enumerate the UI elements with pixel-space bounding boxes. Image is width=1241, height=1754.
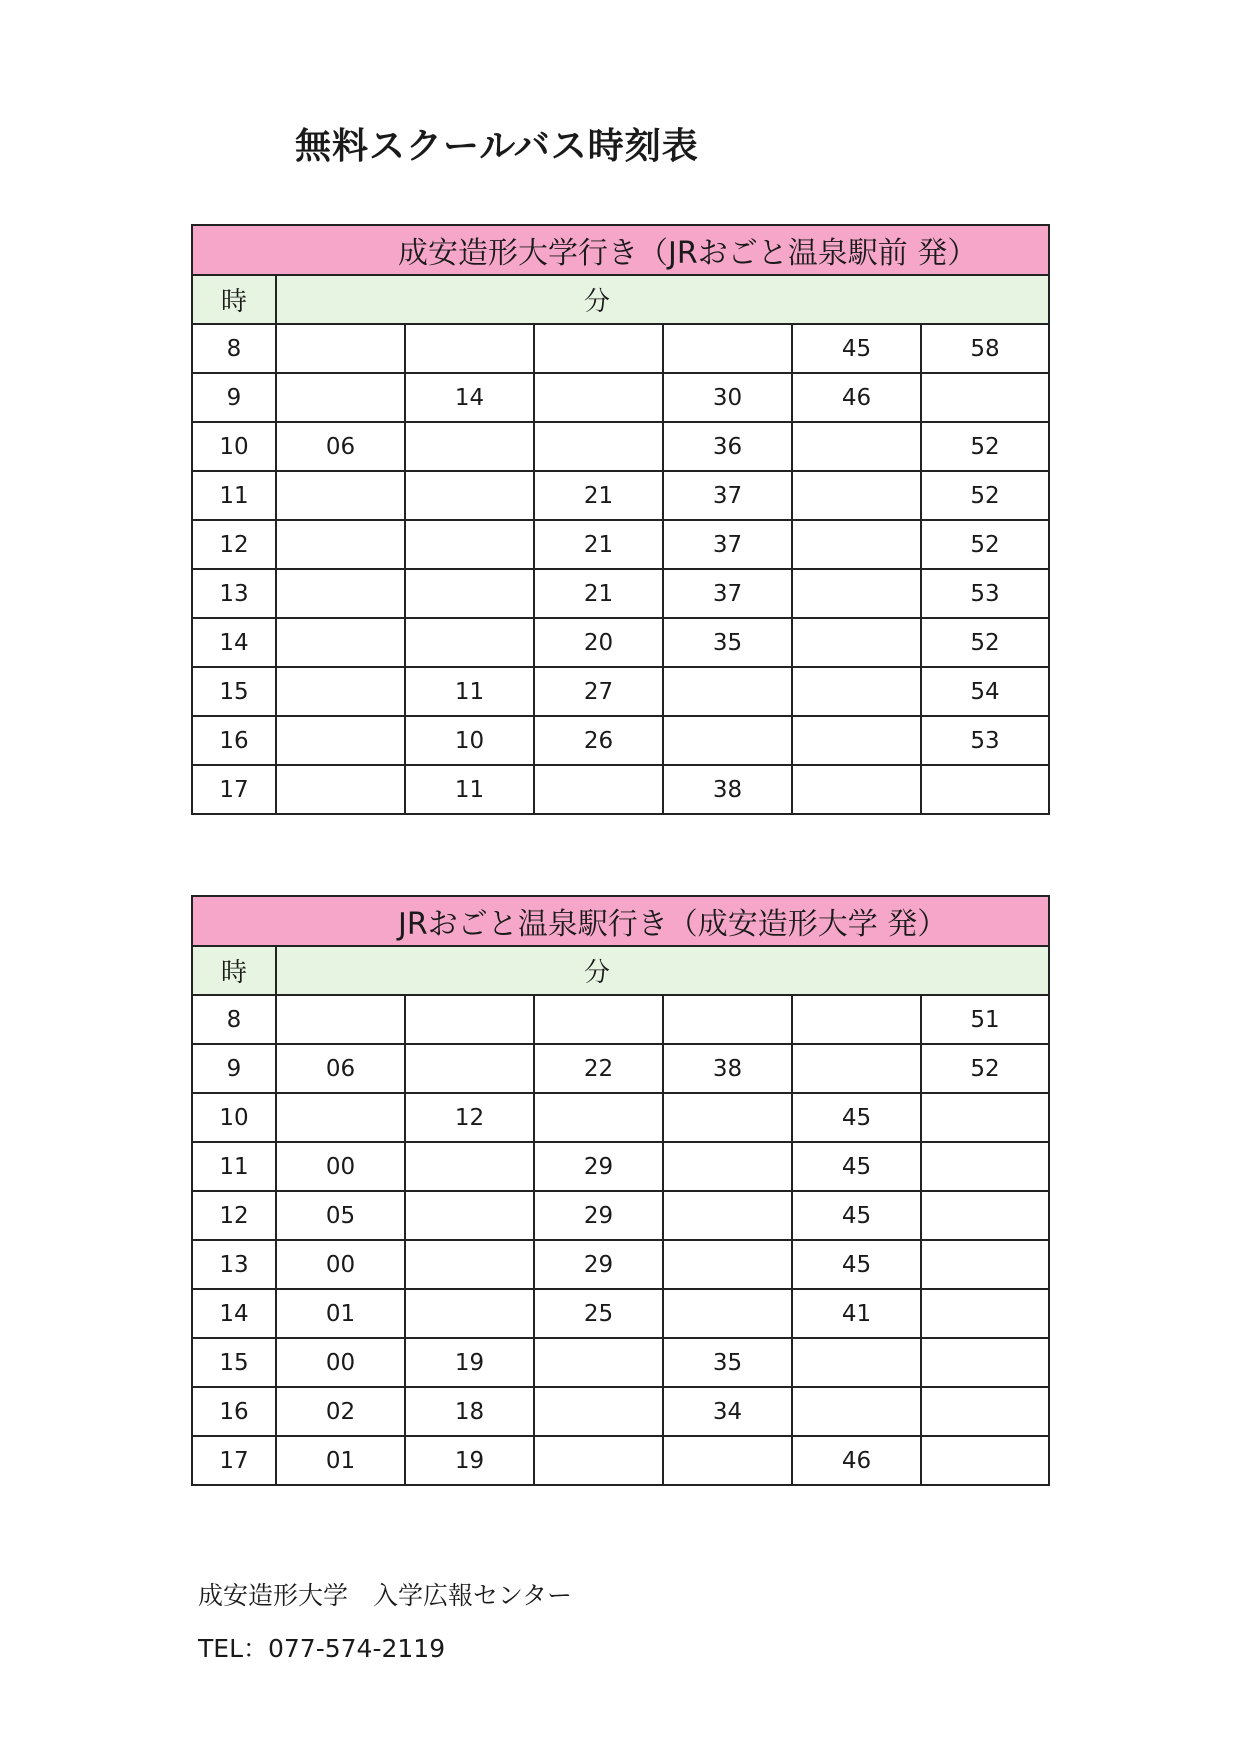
minute-cell bbox=[921, 1436, 1049, 1485]
minute-cell: 29 bbox=[534, 1191, 663, 1240]
minute-cell: 01 bbox=[276, 1436, 405, 1485]
minute-cell: 52 bbox=[921, 1044, 1049, 1093]
hour-cell: 12 bbox=[192, 520, 276, 569]
page-title: 無料スクールバス時刻表 bbox=[295, 126, 699, 167]
minute-cell: 21 bbox=[534, 569, 663, 618]
hour-cell: 8 bbox=[192, 324, 276, 373]
timetable-to-university bbox=[191, 224, 1050, 815]
minute-cell bbox=[921, 1289, 1049, 1338]
minute-cell: 05 bbox=[276, 1191, 405, 1240]
hour-cell: 17 bbox=[192, 765, 276, 814]
table-row bbox=[192, 716, 1049, 765]
minute-cell bbox=[663, 1191, 792, 1240]
minute-cell: 53 bbox=[921, 569, 1049, 618]
minute-cell: 14 bbox=[405, 373, 534, 422]
minute-cell bbox=[921, 1387, 1049, 1436]
minute-cell: 35 bbox=[663, 618, 792, 667]
minute-cell: 45 bbox=[792, 324, 921, 373]
minute-cell bbox=[792, 471, 921, 520]
minute-cell bbox=[405, 1191, 534, 1240]
hour-cell: 16 bbox=[192, 716, 276, 765]
hour-header: 時 bbox=[192, 946, 276, 995]
minute-cell bbox=[405, 569, 534, 618]
table-row bbox=[192, 373, 1049, 422]
minute-cell: 06 bbox=[276, 1044, 405, 1093]
timetable-to-ogoto-onsen-station bbox=[191, 895, 1050, 1486]
minute-cell bbox=[921, 1142, 1049, 1191]
minute-cell: 11 bbox=[405, 667, 534, 716]
hour-cell: 9 bbox=[192, 373, 276, 422]
minute-cell bbox=[276, 1093, 405, 1142]
minute-cell bbox=[276, 995, 405, 1044]
table-row bbox=[192, 667, 1049, 716]
minute-cell: 46 bbox=[792, 1436, 921, 1485]
hour-cell: 10 bbox=[192, 422, 276, 471]
minute-cell: 02 bbox=[276, 1387, 405, 1436]
minute-cell bbox=[792, 765, 921, 814]
minute-cell bbox=[534, 422, 663, 471]
minute-cell: 21 bbox=[534, 471, 663, 520]
table-row bbox=[192, 765, 1049, 814]
minute-cell: 45 bbox=[792, 1240, 921, 1289]
table-row bbox=[192, 1338, 1049, 1387]
minute-cell: 00 bbox=[276, 1338, 405, 1387]
minute-cell bbox=[663, 1436, 792, 1485]
minute-header: 分 bbox=[276, 946, 1049, 995]
minute-cell: 19 bbox=[405, 1338, 534, 1387]
footer-telephone: TEL：077-574-2119 bbox=[198, 1634, 446, 1663]
minute-cell bbox=[405, 520, 534, 569]
minute-cell: 52 bbox=[921, 618, 1049, 667]
minute-cell bbox=[276, 667, 405, 716]
table-row bbox=[192, 1436, 1049, 1485]
minute-cell bbox=[534, 995, 663, 1044]
minute-cell: 21 bbox=[534, 520, 663, 569]
minute-cell bbox=[663, 1093, 792, 1142]
hour-cell: 11 bbox=[192, 471, 276, 520]
hour-cell: 16 bbox=[192, 1387, 276, 1436]
minute-cell bbox=[276, 471, 405, 520]
minute-cell: 46 bbox=[792, 373, 921, 422]
hour-cell: 13 bbox=[192, 569, 276, 618]
table-caption: 成安造形大学行き（JRおごと温泉駅前 発） bbox=[192, 225, 1049, 275]
hour-cell: 9 bbox=[192, 1044, 276, 1093]
minute-cell bbox=[405, 995, 534, 1044]
minute-cell: 11 bbox=[405, 765, 534, 814]
minute-cell bbox=[663, 995, 792, 1044]
minute-cell: 12 bbox=[405, 1093, 534, 1142]
minute-cell bbox=[405, 471, 534, 520]
minute-cell bbox=[792, 1044, 921, 1093]
minute-cell bbox=[792, 995, 921, 1044]
table-row bbox=[192, 422, 1049, 471]
minute-cell bbox=[792, 422, 921, 471]
minute-cell bbox=[276, 765, 405, 814]
table-row bbox=[192, 1191, 1049, 1240]
minute-cell: 45 bbox=[792, 1142, 921, 1191]
minute-cell: 29 bbox=[534, 1142, 663, 1191]
minute-cell bbox=[792, 569, 921, 618]
table-row bbox=[192, 1142, 1049, 1191]
minute-cell: 52 bbox=[921, 520, 1049, 569]
minute-cell bbox=[663, 716, 792, 765]
minute-cell: 06 bbox=[276, 422, 405, 471]
minute-cell: 29 bbox=[534, 1240, 663, 1289]
table-row bbox=[192, 324, 1049, 373]
table-row bbox=[192, 520, 1049, 569]
minute-cell: 37 bbox=[663, 569, 792, 618]
hour-header: 時 bbox=[192, 275, 276, 324]
minute-cell: 20 bbox=[534, 618, 663, 667]
minute-cell: 45 bbox=[792, 1093, 921, 1142]
minute-cell bbox=[405, 1142, 534, 1191]
table-row bbox=[192, 1387, 1049, 1436]
table-row bbox=[192, 618, 1049, 667]
minute-cell bbox=[663, 1142, 792, 1191]
minute-cell bbox=[663, 667, 792, 716]
minute-cell bbox=[921, 1338, 1049, 1387]
minute-cell bbox=[534, 324, 663, 373]
minute-cell bbox=[276, 716, 405, 765]
table-row bbox=[192, 569, 1049, 618]
hour-cell: 17 bbox=[192, 1436, 276, 1485]
table-row bbox=[192, 471, 1049, 520]
table-row bbox=[192, 1240, 1049, 1289]
minute-cell bbox=[921, 1191, 1049, 1240]
minute-cell bbox=[921, 765, 1049, 814]
table-row bbox=[192, 1093, 1049, 1142]
hour-cell: 14 bbox=[192, 618, 276, 667]
minute-cell bbox=[921, 1240, 1049, 1289]
minute-cell bbox=[276, 569, 405, 618]
minute-cell bbox=[663, 1240, 792, 1289]
minute-cell: 52 bbox=[921, 471, 1049, 520]
minute-cell bbox=[792, 716, 921, 765]
minute-cell bbox=[405, 324, 534, 373]
minute-cell: 34 bbox=[663, 1387, 792, 1436]
hour-cell: 13 bbox=[192, 1240, 276, 1289]
minute-cell bbox=[405, 1044, 534, 1093]
minute-cell: 18 bbox=[405, 1387, 534, 1436]
minute-cell: 45 bbox=[792, 1191, 921, 1240]
minute-cell: 54 bbox=[921, 667, 1049, 716]
minute-cell: 52 bbox=[921, 422, 1049, 471]
minute-cell: 00 bbox=[276, 1240, 405, 1289]
minute-cell bbox=[921, 1093, 1049, 1142]
footer-organization: 成安造形大学 入学広報センター bbox=[198, 1581, 573, 1610]
minute-cell: 41 bbox=[792, 1289, 921, 1338]
minute-cell bbox=[792, 520, 921, 569]
minute-cell: 38 bbox=[663, 1044, 792, 1093]
minute-cell: 27 bbox=[534, 667, 663, 716]
minute-cell: 00 bbox=[276, 1142, 405, 1191]
minute-cell: 38 bbox=[663, 765, 792, 814]
minute-cell bbox=[276, 324, 405, 373]
minute-cell bbox=[405, 1289, 534, 1338]
minute-cell: 37 bbox=[663, 471, 792, 520]
minute-header: 分 bbox=[276, 275, 1049, 324]
minute-cell: 37 bbox=[663, 520, 792, 569]
minute-cell: 01 bbox=[276, 1289, 405, 1338]
minute-cell bbox=[792, 667, 921, 716]
hour-cell: 11 bbox=[192, 1142, 276, 1191]
minute-cell bbox=[276, 618, 405, 667]
minute-cell bbox=[663, 324, 792, 373]
table-row bbox=[192, 1044, 1049, 1093]
minute-cell bbox=[405, 618, 534, 667]
minute-cell bbox=[534, 1436, 663, 1485]
minute-cell bbox=[534, 1387, 663, 1436]
minute-cell: 35 bbox=[663, 1338, 792, 1387]
minute-cell bbox=[534, 373, 663, 422]
minute-cell: 25 bbox=[534, 1289, 663, 1338]
hour-cell: 15 bbox=[192, 667, 276, 716]
minute-cell bbox=[276, 520, 405, 569]
table-caption: JRおごと温泉駅行き（成安造形大学 発） bbox=[192, 896, 1049, 946]
minute-cell: 51 bbox=[921, 995, 1049, 1044]
minute-cell: 19 bbox=[405, 1436, 534, 1485]
minute-cell: 58 bbox=[921, 324, 1049, 373]
hour-cell: 10 bbox=[192, 1093, 276, 1142]
minute-cell bbox=[792, 1387, 921, 1436]
hour-cell: 15 bbox=[192, 1338, 276, 1387]
table-row bbox=[192, 1289, 1049, 1338]
minute-cell: 26 bbox=[534, 716, 663, 765]
minute-cell: 22 bbox=[534, 1044, 663, 1093]
minute-cell bbox=[534, 1338, 663, 1387]
hour-cell: 8 bbox=[192, 995, 276, 1044]
minute-cell bbox=[663, 1289, 792, 1338]
minute-cell bbox=[534, 1093, 663, 1142]
hour-cell: 14 bbox=[192, 1289, 276, 1338]
minute-cell bbox=[405, 1240, 534, 1289]
minute-cell bbox=[276, 373, 405, 422]
minute-cell bbox=[921, 373, 1049, 422]
hour-cell: 12 bbox=[192, 1191, 276, 1240]
table-row bbox=[192, 995, 1049, 1044]
minute-cell bbox=[792, 1338, 921, 1387]
minute-cell bbox=[534, 765, 663, 814]
minute-cell bbox=[792, 618, 921, 667]
minute-cell: 36 bbox=[663, 422, 792, 471]
minute-cell: 53 bbox=[921, 716, 1049, 765]
minute-cell: 10 bbox=[405, 716, 534, 765]
minute-cell bbox=[405, 422, 534, 471]
minute-cell: 30 bbox=[663, 373, 792, 422]
